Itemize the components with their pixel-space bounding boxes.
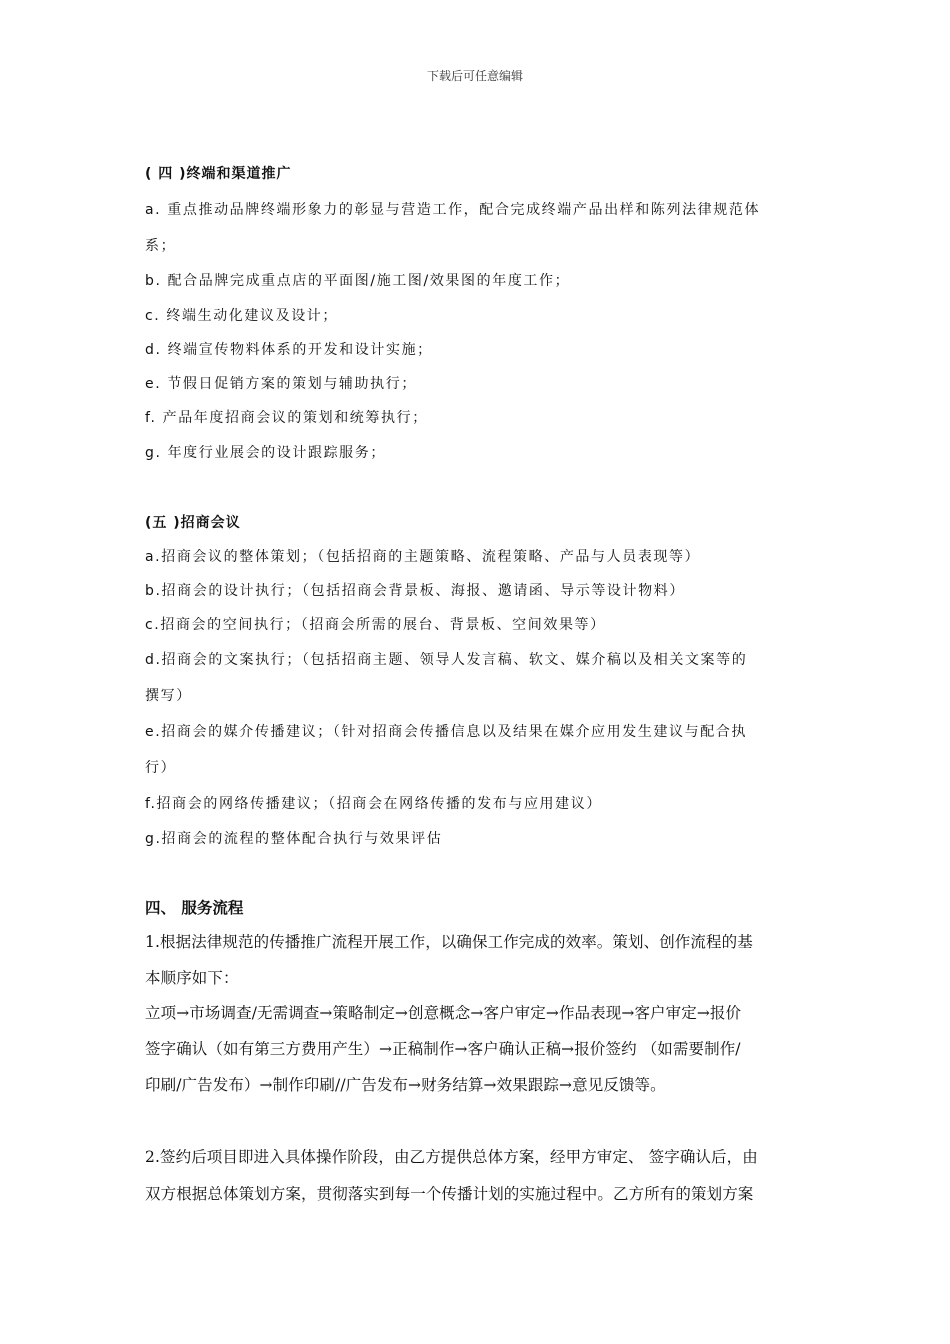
list-item: 系； bbox=[145, 238, 177, 254]
paragraph-line: 双方根据总体策划方案，贯彻落实到每一个传播计划的实施过程中。乙方所有的策划方案 bbox=[145, 1185, 754, 1203]
section-heading-investment-conference: (五 )招商会议 bbox=[145, 515, 241, 531]
page-header: 下载后可任意编辑 bbox=[426, 69, 523, 83]
list-item: a. 重点推动品牌终端形象力的彰显与营造工作，配合完成终端产品出样和陈列法律规范体 bbox=[145, 202, 761, 218]
list-item: e.招商会的媒介传播建议；（针对招商会传播信息以及结果在媒介应用发生建议与配合执 bbox=[145, 724, 748, 740]
list-item: c. 终端生动化建议及设计； bbox=[145, 308, 338, 324]
list-item: f.招商会的网络传播建议；（招商会在网络传播的发布与应用建议） bbox=[145, 796, 602, 812]
list-item: 行） bbox=[145, 760, 177, 776]
list-item: d. 终端宣传物料体系的开发和设计实施； bbox=[145, 342, 433, 358]
list-item: b.招商会的设计执行；（包括招商会背景板、海报、邀请函、导示等设计物料） bbox=[145, 583, 685, 599]
paragraph-line: 本顺序如下： bbox=[145, 969, 239, 987]
list-item: a.招商会议的整体策划；（包括招商的主题策略、流程策略、产品与人员表现等） bbox=[145, 549, 701, 565]
list-item: g.招商会的流程的整体配合执行与效果评估 bbox=[145, 831, 443, 847]
list-item: d.招商会的文案执行；（包括招商主题、领导人发言稿、软文、媒介稿以及相关文案等的 bbox=[145, 652, 748, 668]
list-item: f. 产品年度招商会议的策划和统筹执行； bbox=[145, 410, 428, 426]
list-item: g. 年度行业展会的设计跟踪服务； bbox=[145, 445, 386, 461]
list-item: b. 配合品牌完成重点店的平面图/施工图/效果图的年度工作； bbox=[145, 273, 571, 289]
section-heading-service-process: 四、 服务流程 bbox=[145, 898, 244, 917]
section-heading-terminal-channel: ( 四 )终端和渠道推广 bbox=[145, 166, 292, 182]
paragraph-line: 印刷/广告发布）→制作印刷//广告发布→财务结算→效果跟踪→意见反馈等。 bbox=[145, 1076, 666, 1094]
list-item: c.招商会的空间执行；（招商会所需的展台、背景板、空间效果等） bbox=[145, 617, 606, 633]
paragraph-line: 签字确认（如有第三方费用产生）→正稿制作→客户确认正稿→报价签约 （如需要制作/ bbox=[145, 1040, 741, 1058]
list-item: e. 节假日促销方案的策划与辅助执行； bbox=[145, 376, 417, 392]
paragraph-line: 1.根据法律规范的传播推广流程开展工作，以确保工作完成的效率。策划、创作流程的基 bbox=[145, 933, 753, 951]
paragraph-line: 立项→市场调查/无需调查→策略制定→创意概念→客户审定→作品表现→客户审定→报价 bbox=[145, 1004, 742, 1022]
list-item: 撰写） bbox=[145, 688, 192, 704]
paragraph-line: 2.签约后项目即进入具体操作阶段，由乙方提供总体方案，经甲方审定、 签字确认后，由 bbox=[145, 1148, 758, 1166]
